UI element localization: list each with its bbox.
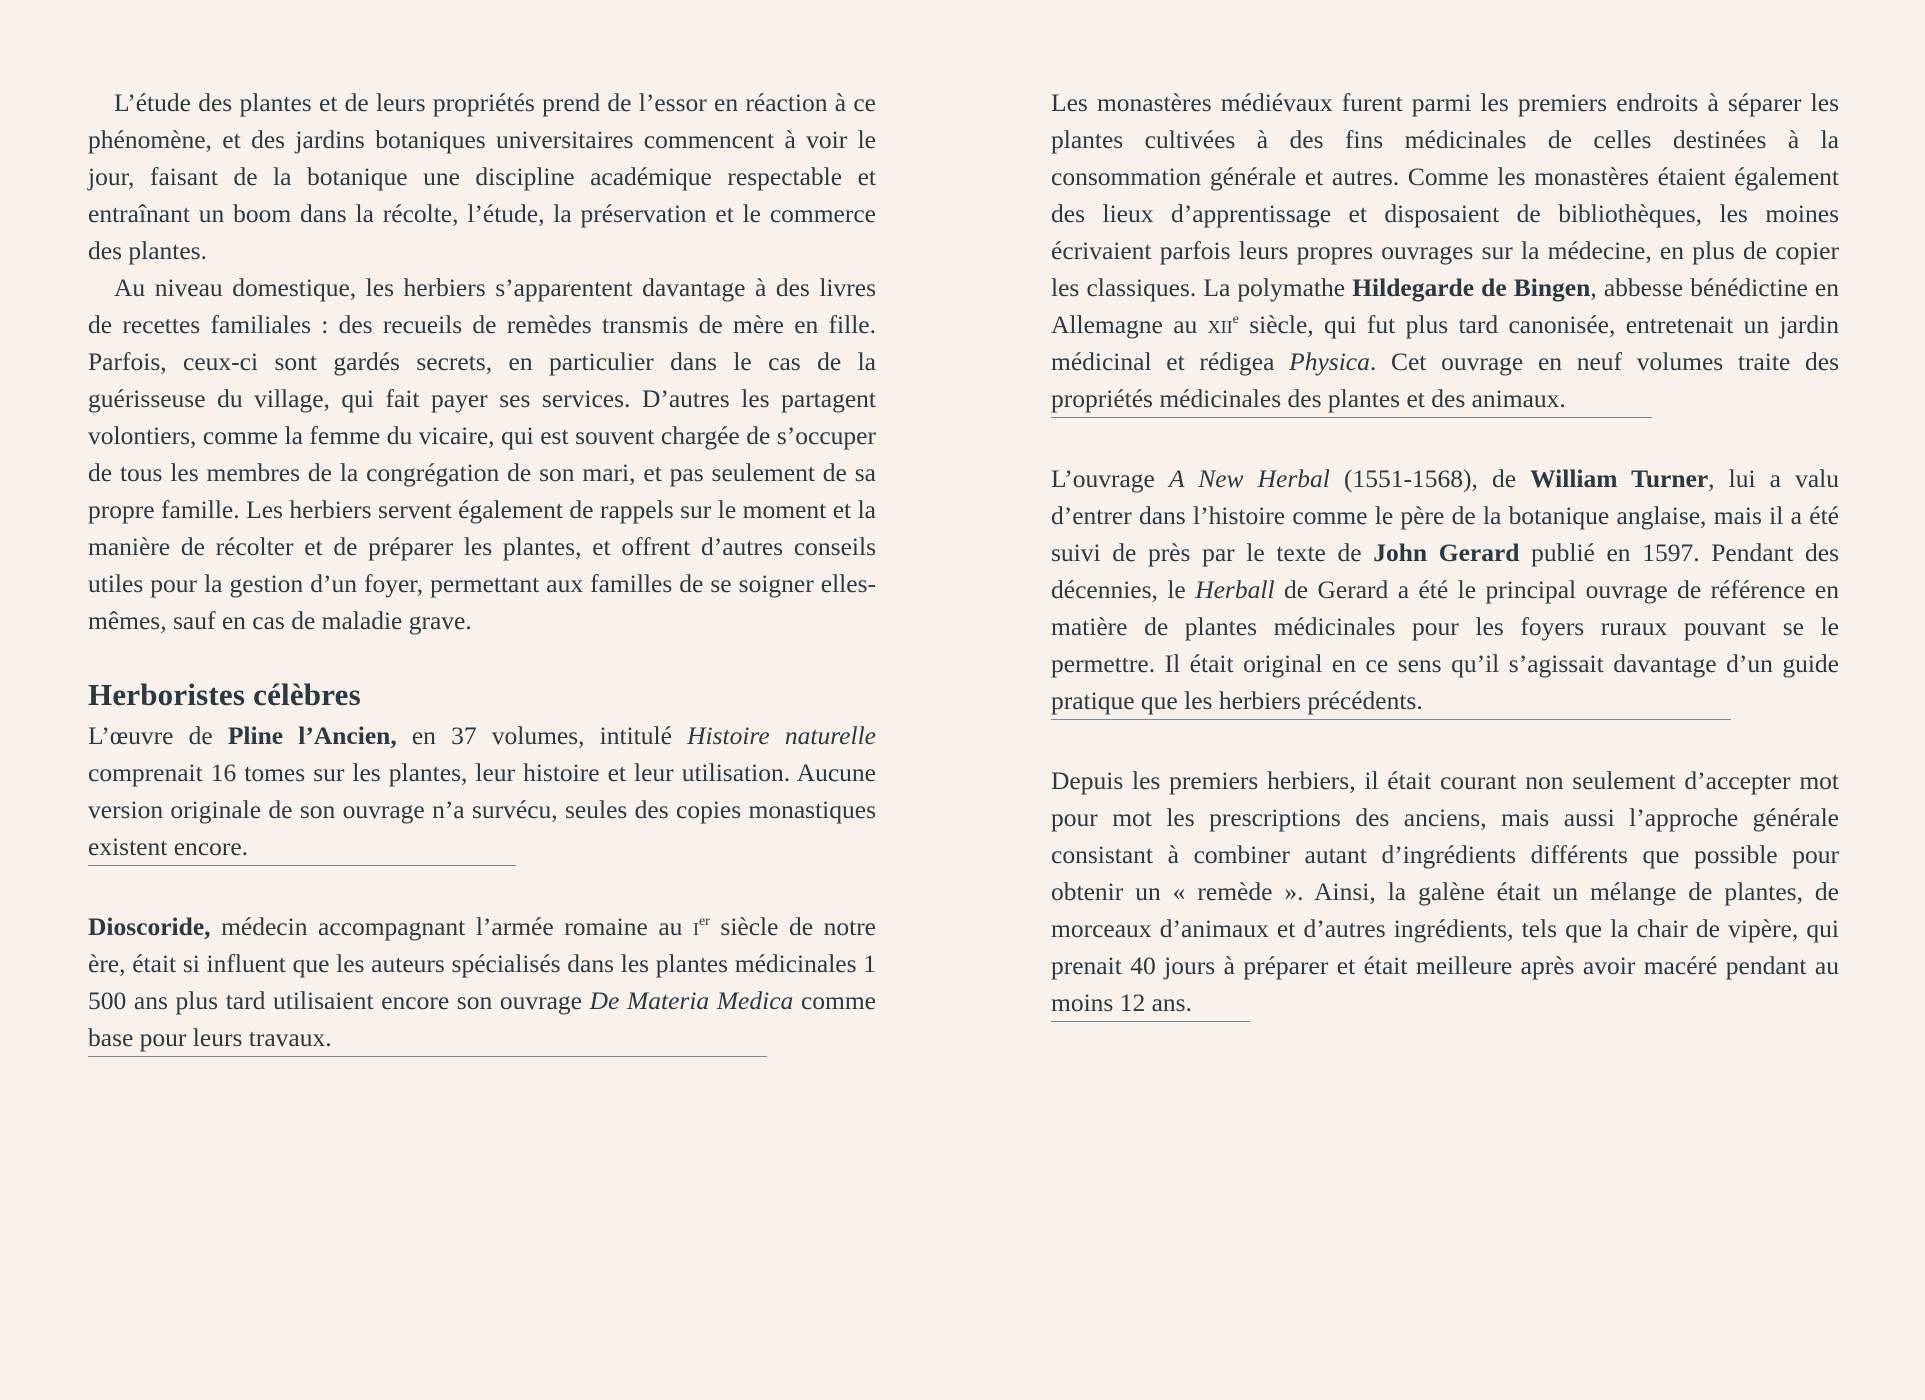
entry-galene	[1051, 762, 1839, 1022]
paragraph-domestic-herbals: Au niveau domestique, les herbiers s’apparentent davantage à des livres de recettes familiales : des recueils de remèdes transmis de mère en fille. Parfois, ceux-ci sont gardés secrets, en particulier dans le cas de la guérisseuse du village, qui fait payer ses services. D’autres les partagent volontiers, comme la femme du vicaire, qui est souvent chargée de s’occuper de tous les membres de la congrégation de son mari, et pas seulement de sa propre famille. Les herbiers servent également de rappels sur le moment et la manière de récolter et de préparer les plantes, et offrent d’autres conseils utiles pour la gestion d’un foyer, permettant aux familles de se soigner elles-mêmes, sauf en cas de maladie grave.	[88, 273, 876, 635]
name-pline: Pline l’Ancien,	[227, 721, 397, 750]
paragraph-hildegarde: Les monastères médiévaux furent parmi les premiers endroits à séparer les plantes cultivées à des fins médicinales de celles destinées à la consommation générale et autres. Comme les monastères étaient également des lieux d’apprentissage et disposaient de bibliothèques, les moines écrivaient parfois leurs propres ouvrages sur la médecine, en plus de copier les classiques. La polymathe Hildegarde de Bingen, abbesse bénédictine en Allemagne au xii$^e$ siècle, qui fut plus tard canonisée, entretenait un jardin médicinal et rédigea Physica. Cet ouvrage en neuf volumes traite des propriétés médicinales des plantes et des animaux.	[1051, 88, 1839, 413]
name-john-gerard: John Gerard	[1373, 538, 1520, 567]
entry-turner-gerard	[1051, 460, 1839, 720]
section-heading: Herboristes célèbres	[88, 677, 361, 712]
paragraph-turner-gerard: L’ouvrage A New Herbal (1551-1568), de William Turner, lui a valu d’entrer dans l’histoire comme le père de la botanique anglaise, mais il a été suivi de près par le texte de John Gerard publié en 1597. Pendant des décennies, le Herball de Gerard a été le principal ouvrage de référence en matière de plantes médicinales pour les foyers ruraux pouvant se le permettre. Il était original en ce sens qu’il s’agissait davantage d’un guide pratique que les herbiers précédents.	[1051, 464, 1840, 715]
entry-divider	[88, 1056, 767, 1057]
paragraph-botany-rise: L’étude des plantes et de leurs propriétés prend de l’essor en réaction à ce phénomène, et des jardins botaniques universitaires commencent à voir le jour, faisant de la botanique une discipline académique respectable et entraînant un boom dans la récolte, l’étude, la préservation et le commerce des plantes.	[88, 88, 876, 265]
title-de-materia-medica: De Materia Medica	[589, 986, 794, 1015]
paragraph-pline: L’œuvre de Pline l’Ancien, en 37 volumes, intitulé Histoire naturelle comprenait 16 tomes sur les plantes, leur histoire et leur utilisation. Aucune version originale de son ouvrage n’a survécu, seules des copies monastiques existent encore.	[88, 721, 876, 861]
entry-pline	[88, 717, 876, 866]
title-a-new-herbal: A New Herbal	[1168, 464, 1330, 493]
title-herball: Herball	[1195, 575, 1275, 604]
entry-divider	[1051, 719, 1731, 720]
name-dioscoride: Dioscoride,	[88, 912, 211, 941]
title-physica: Physica	[1289, 347, 1370, 376]
name-william-turner: William Turner	[1530, 464, 1709, 493]
entry-divider	[88, 865, 516, 866]
right-column	[1051, 84, 1839, 1027]
paragraph-galene: Depuis les premiers herbiers, il était courant non seulement d’accepter mot pour mot les prescriptions des anciens, mais aussi l’approche générale consistant à combiner autant d’ingrédients différents que possible pour obtenir un « remède ». Ainsi, la galène était un mélange de plantes, de morceaux d’animaux et d’autres ingrédients, tels que la chair de vipère, qui prenait 40 jours à préparer et était meilleure après avoir macéré pendant au moins 12 ans.	[1051, 766, 1839, 1017]
entry-divider	[1051, 417, 1652, 418]
title-histoire-naturelle: Histoire naturelle	[687, 721, 876, 750]
entry-hildegarde	[1051, 84, 1839, 418]
left-column	[88, 84, 876, 1062]
entry-dioscoride	[88, 908, 876, 1057]
name-hildegarde: Hildegarde de Bingen	[1352, 273, 1591, 302]
paragraph-dioscoride: Dioscoride, médecin accompagnant l’armée romaine au $i^{er}$ siècle de notre ère, était si influent que les auteurs spécialisés dans les plantes médicinales 1 500 ans plus tard utilisaient encore son ouvrage De Materia Medica comme base pour leurs travaux.	[88, 912, 877, 1052]
entry-divider	[1051, 1021, 1250, 1022]
